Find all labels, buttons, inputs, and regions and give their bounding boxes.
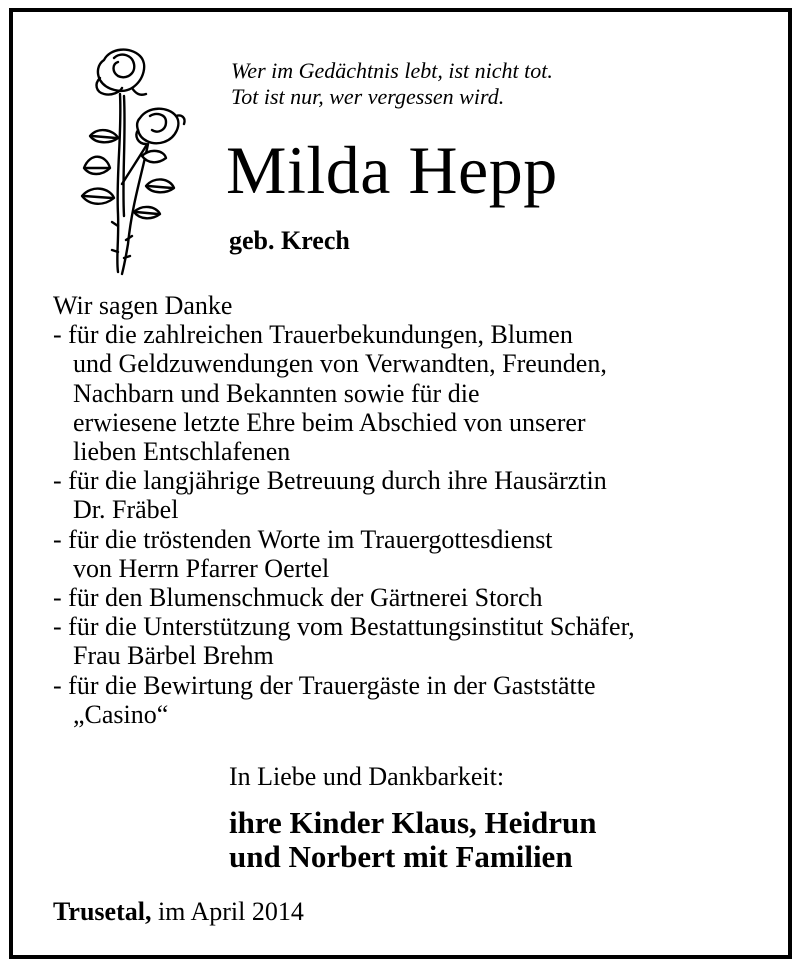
thanks-line: und Geldzuwendungen von Verwandten, Freunden, xyxy=(73,349,607,379)
thanks-line: Nachbarn und Bekannten sowie für die xyxy=(73,378,480,408)
thanks-text xyxy=(53,291,773,729)
thanks-line: „Casino“ xyxy=(73,699,169,729)
born-name: geb. Krech xyxy=(229,226,350,255)
deceased-name: Milda Hepp xyxy=(226,132,558,208)
place: Trusetal, xyxy=(53,897,152,926)
thanks-line: Frau Bärbel Brehm xyxy=(73,641,274,671)
thanks-line: - für die zahlreichen Trauerbekundungen, Blumen xyxy=(53,320,573,350)
thanks-line: - für die langjährige Betreuung durch ihre Hausärztin xyxy=(53,466,607,496)
thanks-intro: Wir sagen Danke xyxy=(53,291,233,320)
quote-line-2: Tot ist nur, wer vergessen wird. xyxy=(231,84,505,109)
signers-line-1: ihre Kinder Klaus, Heidrun xyxy=(229,805,597,840)
place-date xyxy=(53,897,304,927)
rose-icon xyxy=(76,44,196,276)
thanks-line: - für die Bewirtung der Trauergäste in der Gaststätte xyxy=(53,670,596,700)
thanks-line: von Herrn Pfarrer Oertel xyxy=(73,553,330,583)
quote-line-1: Wer im Gedächtnis lebt, ist nicht tot. xyxy=(231,58,553,83)
thanks-line: erwiesene letzte Ehre beim Abschied von unserer xyxy=(73,407,586,437)
thanks-line: Dr. Fräbel xyxy=(73,495,179,525)
thanks-line: lieben Entschlafenen xyxy=(73,437,291,467)
signers-line-2: und Norbert mit Familien xyxy=(229,839,573,874)
thanks-line: - für die Unterstützung vom Bestattungsinstitut Schäfer, xyxy=(53,612,635,642)
date: im April 2014 xyxy=(151,897,304,926)
closing-phrase: In Liebe und Dankbarkeit: xyxy=(229,762,505,791)
thanks-line: - für den Blumenschmuck der Gärtnerei Storch xyxy=(53,583,543,613)
thanks-line: - für die tröstenden Worte im Trauergottesdienst xyxy=(53,524,553,554)
signers xyxy=(229,806,596,874)
memorial-quote xyxy=(231,58,553,110)
